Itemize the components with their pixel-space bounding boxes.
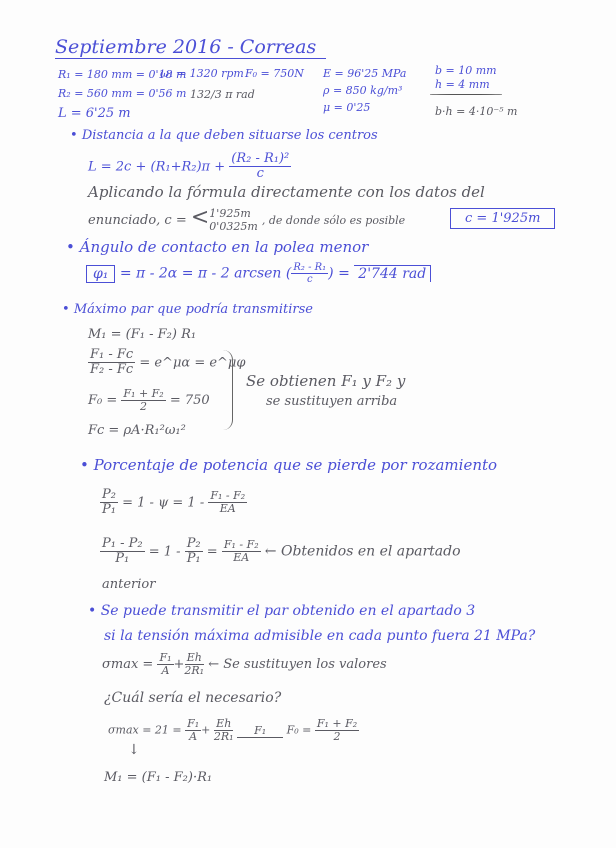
plus: + bbox=[173, 657, 185, 673]
note-line2: se sustituyen arriba bbox=[266, 394, 398, 409]
angle-equation bbox=[86, 262, 431, 285]
section-heading-line1: • Se puede transmitir el par obtenido en el apartado 3 bbox=[88, 603, 476, 619]
arrow-right: F₁ bbox=[237, 724, 283, 738]
branch-symbol: < bbox=[190, 205, 210, 230]
section-heading-line2: si la tensión máxima admisible en cada punto fuera 21 MPa? bbox=[104, 628, 536, 644]
num: Eh bbox=[186, 651, 202, 664]
section-heading: • Ángulo de contacto en la polea menor bbox=[66, 238, 369, 256]
num: F₁ + F₂ bbox=[316, 717, 358, 730]
den: P₁ bbox=[102, 502, 116, 518]
den: c bbox=[306, 274, 313, 285]
den: F₂ - Fc bbox=[90, 362, 134, 378]
mid: = 1 - bbox=[148, 544, 181, 560]
note-continued: anterior bbox=[102, 577, 156, 592]
question: ¿Cuál sería el necesario? bbox=[104, 690, 282, 706]
den: 2 bbox=[140, 400, 148, 414]
num: P₁ - P₂ bbox=[102, 536, 143, 551]
power-eq1 bbox=[100, 488, 247, 518]
explanation-line1: Aplicando la fórmula directamente con los datos del bbox=[88, 183, 485, 201]
torque-eq: M₁ = (F₁ - F₂) R₁ bbox=[88, 327, 197, 342]
text: , de donde sólo es posible bbox=[261, 214, 406, 227]
num: P₂ bbox=[186, 536, 201, 551]
text: enunciado, c = bbox=[88, 213, 187, 228]
page-title: Septiembre 2016 - Correas bbox=[55, 36, 326, 59]
f0-lhs: F₀ = bbox=[286, 723, 312, 737]
den: EA bbox=[219, 502, 236, 516]
root-2: 0'0325m bbox=[209, 219, 258, 233]
result: 2'744 rad bbox=[354, 265, 431, 282]
stress-eq bbox=[102, 652, 387, 677]
num: F₁ + F₂ bbox=[123, 387, 164, 400]
right-brace bbox=[222, 350, 233, 430]
down-arrow-icon: ↓ bbox=[128, 742, 140, 758]
f0-eq bbox=[88, 388, 210, 413]
note: ← Se sustituyen los valores bbox=[208, 657, 387, 673]
explanation-line2 bbox=[88, 205, 405, 233]
torque-final: M₁ = (F₁ - F₂)·R₁ bbox=[104, 770, 213, 785]
width-b: b = 10 mm bbox=[435, 64, 497, 77]
rhs: = 750 bbox=[169, 393, 210, 409]
den: P₁ bbox=[115, 551, 130, 567]
num: R₂ - R₁ bbox=[293, 262, 327, 273]
brace-divider bbox=[430, 94, 502, 95]
heading-text: Ángulo de contacto en la polea menor bbox=[79, 238, 369, 256]
omega1-rad: 132/3 π rad bbox=[190, 88, 255, 101]
lhs: σmax = 21 = bbox=[108, 723, 182, 737]
section-heading: • Distancia a la que deben situarse los centros bbox=[70, 128, 378, 143]
r2: R₂ = 560 mm = 0'56 m bbox=[58, 87, 187, 100]
eq: = bbox=[206, 544, 218, 560]
heading-text: Máximo par que podría transmitirse bbox=[73, 302, 313, 317]
den: 2 bbox=[333, 730, 341, 744]
eq-denominator: c bbox=[256, 166, 264, 182]
eq-end: ) = bbox=[328, 265, 350, 282]
plus: + bbox=[201, 723, 211, 737]
section-heading: • Máximo par que podría transmitirse bbox=[62, 302, 313, 317]
eq-left: L = 2c + (R₁+R₂)π + bbox=[88, 159, 226, 175]
density: ρ = 850 kg/m³ bbox=[323, 84, 403, 97]
f0: F₀ = 750N bbox=[245, 67, 304, 80]
heading-text: Distancia a la que deben situarse los centros bbox=[81, 128, 378, 143]
rhs: = e^μα = e^μφ bbox=[139, 355, 246, 371]
lhs: σmax = bbox=[102, 657, 154, 673]
omega1: ω₁ = 1320 rpm bbox=[160, 67, 244, 80]
phi-symbol: φ₁ bbox=[86, 265, 115, 283]
height-h: h = 4 mm bbox=[435, 78, 490, 91]
area-bh: b·h = 4·10⁻⁵ m bbox=[435, 105, 518, 118]
note: ← Obtenidos en el apartado bbox=[264, 543, 461, 560]
heading-text: Porcentaje de potencia que se pierde por rozamiento bbox=[93, 456, 498, 474]
num: F₁ - Fc bbox=[90, 347, 134, 362]
den: A bbox=[189, 730, 198, 744]
length: L = 6'25 m bbox=[58, 106, 131, 121]
num: F₁ - F₂ bbox=[210, 489, 246, 503]
note-line1: Se obtienen F₁ y F₂ y bbox=[246, 372, 406, 390]
num: Eh bbox=[216, 717, 232, 730]
den: 2R₁ bbox=[213, 730, 234, 744]
den: 2R₁ bbox=[184, 664, 205, 678]
num: P₂ bbox=[102, 487, 116, 502]
length-equation bbox=[88, 152, 291, 182]
mid: = 1 - ψ = 1 - bbox=[122, 495, 205, 511]
result-box: c = 1'925m bbox=[450, 208, 555, 229]
power-eq2 bbox=[100, 537, 461, 567]
num: F₁ - F₂ bbox=[223, 538, 259, 552]
num: F₁ bbox=[159, 651, 172, 664]
eq-numerator: (R₂ - R₁)² bbox=[231, 151, 290, 166]
lhs: F₀ = bbox=[88, 393, 118, 409]
friction-coef: μ = 0'25 bbox=[323, 101, 371, 114]
root-1: 1'925m bbox=[209, 207, 251, 221]
fc-eq: Fc = ρA·R₁²ω₁² bbox=[88, 423, 186, 438]
heading-text: Se puede transmitir el par obtenido en el apartado 3 bbox=[100, 603, 476, 619]
eq: = π - 2α = π - 2 arcsen ( bbox=[119, 265, 292, 282]
r1: R₁ = 180 mm = 0'18 m bbox=[58, 68, 187, 81]
den: P₁ bbox=[186, 551, 201, 567]
section-heading: • Porcentaje de potencia que se pierde por rozamiento bbox=[80, 456, 498, 474]
den: A bbox=[161, 664, 170, 678]
num: F₁ bbox=[187, 717, 200, 730]
den: EA bbox=[233, 551, 250, 565]
stress-21-eq bbox=[108, 718, 359, 743]
modulus-e: E = 96'25 MPa bbox=[323, 67, 407, 80]
